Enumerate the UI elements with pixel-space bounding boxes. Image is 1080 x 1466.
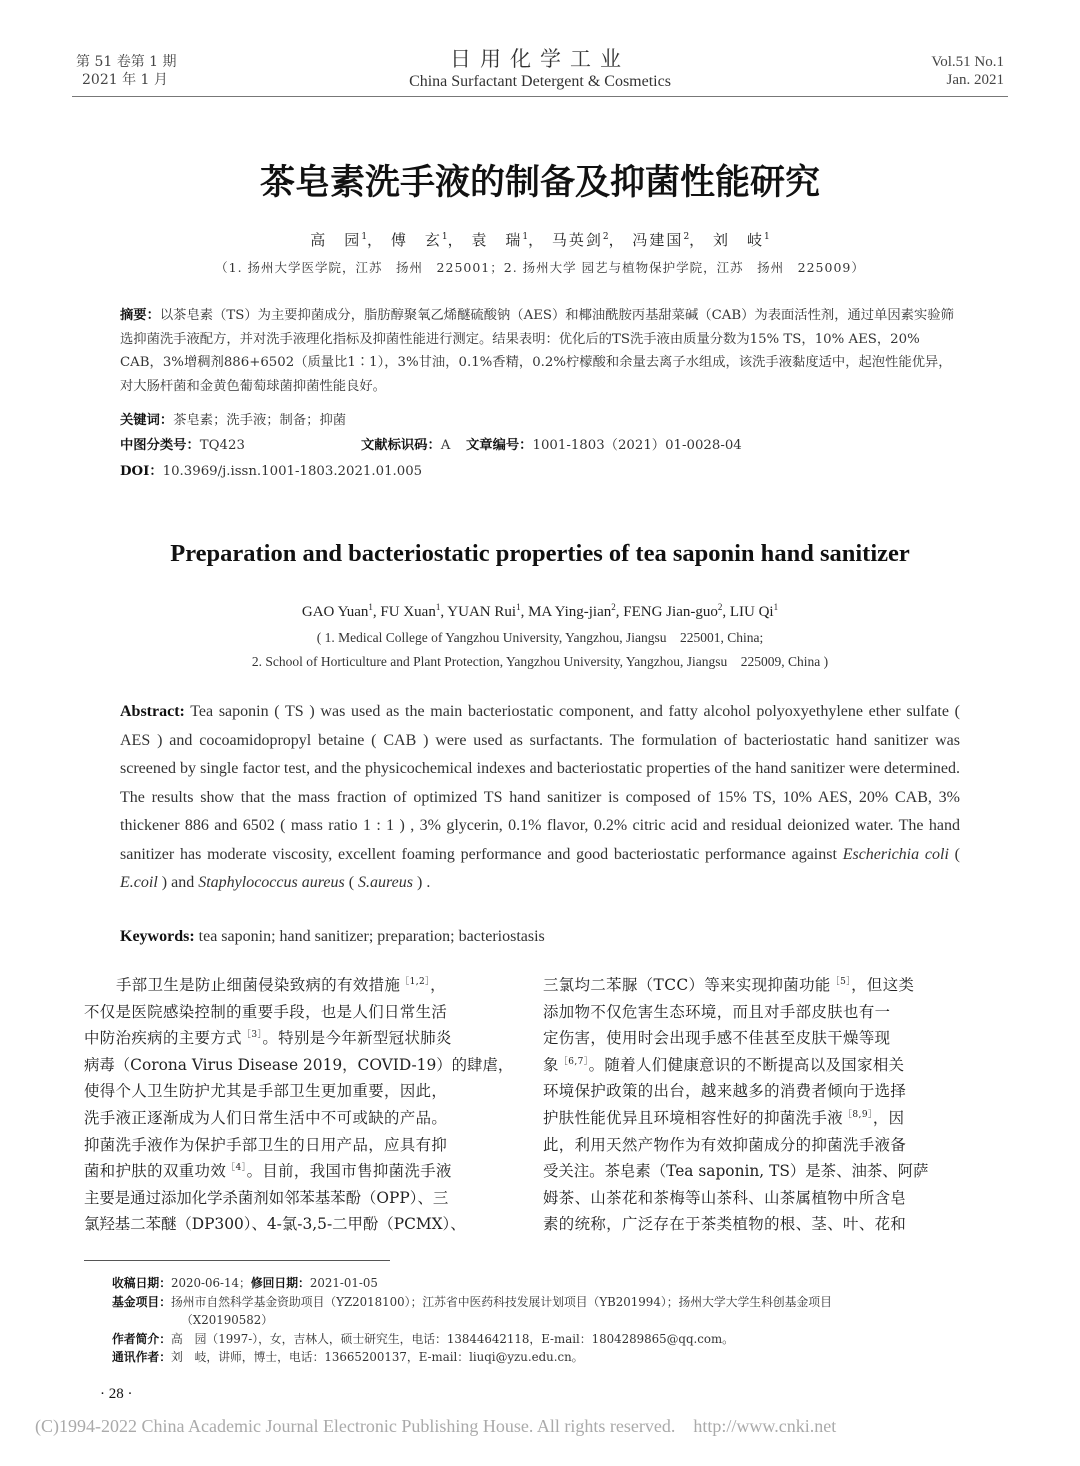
body-column-right bbox=[543, 972, 999, 1238]
author-en: MA Ying-jian$^2$ bbox=[528, 602, 616, 620]
header-journal-title bbox=[300, 46, 780, 92]
body-line: 添加物不仅危害生态环境，而且对手部皮肤也有一 bbox=[543, 1002, 891, 1021]
author-cn: 高 园$^1$ bbox=[310, 231, 368, 249]
body-line: 不仅是医院感染控制的重要手段，也是人们日常生活 bbox=[84, 1002, 448, 1021]
body-line: 氯羟基二苯醚（DP300）、4-氯-3,5-二甲酚（PCMX）、 bbox=[84, 1215, 466, 1234]
author-en: LIU Qi$^1$ bbox=[729, 602, 779, 620]
body-line: 环境保护政策的出台，越来越多的消费者倾向于选择 bbox=[543, 1082, 907, 1101]
header-date-cn: 2021 年 1 月 bbox=[82, 72, 168, 88]
body-line: 姆茶、山茶花和茶梅等山茶科、山茶属植物中所含皂 bbox=[543, 1188, 907, 1207]
footnote-corresponding-author: 通讯作者：刘 岐，讲师，博士，电话：13665200137，E-mail：liuqi@yzu.edu.cn。 bbox=[112, 1350, 584, 1364]
footnotes bbox=[112, 1274, 1012, 1367]
doi-link[interactable]: 10.3969/j.issn.1001-1803.2021.01.005 bbox=[162, 464, 423, 479]
author-cn: 刘 岐$^1$ bbox=[712, 231, 770, 249]
header-volume-cn: 第 51 卷第 1 期 bbox=[76, 54, 177, 70]
author-en: FU Xuan$^1$ bbox=[380, 602, 441, 620]
abstract-en-label: Abstract: bbox=[120, 703, 185, 720]
affiliation-en: ( 1. Medical College of Yangzhou University, Yangzhou, Jiangsu 225001, China; 2. School of Horticulture and Plant Protection, Yangzhou University, Yangzhou, Jiangsu 225009, China ) bbox=[251, 630, 829, 669]
author-cn: 冯建国$^2$ bbox=[632, 231, 690, 249]
author-cn: 傅 玄$^1$ bbox=[390, 231, 448, 249]
body-line: 主要是通过添加化学杀菌剂如邻苯基苯酚（OPP）、三 bbox=[84, 1188, 449, 1207]
paper-title-cn: 茶皂素洗手液的制备及抑菌性能研究 bbox=[259, 162, 820, 203]
footnote-dates: 收稿日期：2020-06-14；修回日期：2021-01-05 bbox=[112, 1276, 378, 1290]
keywords-cn: 关键词：茶皂素；洗手液；制备；抑菌 bbox=[120, 413, 347, 428]
doi-line: DOI：10.3969/j.issn.1001-1803.2021.01.005 bbox=[120, 464, 423, 479]
body-line: 三氯均二苯脲（TCC）等来实现抑菌功能$^{[5]}$，但这类 bbox=[543, 976, 915, 994]
body-line: 手部卫生是防止细菌侵染致病的有效措施$^{[1,2]}$， bbox=[116, 976, 446, 994]
document-code: 文献标识码：A bbox=[361, 438, 451, 453]
body-line: 病毒（Corona Virus Disease 2019，COVID-19）的肆虐， bbox=[84, 1055, 514, 1074]
classification-line bbox=[120, 436, 742, 456]
paper-title-en: Preparation and bacteriostatic properties of tea saponin hand sanitizer bbox=[170, 540, 910, 567]
abstract-cn-text: 以茶皂素（TS）为主要抑菌成分，脂肪醇聚氧乙烯醚硫酸钠（AES）和椰油酰胺丙基甜菜碱（CAB）为表面活性剂，通过单因素实验筛选抑菌洗手液配方，并对洗手液理化指标及抑菌性能进行测定。结果表明：优化后的TS洗手液由质量分数为15% TS，10% AES，20% CAB，3%增稠剂886+6502（质量比1∶1），3%甘油，0.1%香精，0.2%柠檬酸和余量去离子水组成，该洗手液黏度适中，起泡性能优异，对大肠杆菌和金黄色葡萄球菌抑菌性能良好。 bbox=[120, 308, 954, 394]
body-line: 菌和护肤的双重功效$^{[4]}$。目前，我国市售抑菌洗手液 bbox=[84, 1162, 452, 1181]
footnote-author-bio: 作者简介：高 园（1997-），女，吉林人，硕士研究生，电话：13844642118，E-mail：1804289865@qq.com。 bbox=[112, 1331, 734, 1346]
author-en: FENG Jian-guo$^2$ bbox=[623, 602, 723, 620]
journal-name-cn: 日用化学工业 bbox=[450, 47, 630, 71]
author-en: YUAN Rui$^1$ bbox=[447, 602, 521, 620]
article-number: 文章编号：1001-1803（2021）01-0028-04 bbox=[466, 438, 742, 453]
body-line: 抑菌洗手液作为保护手部卫生的日用产品，应具有抑 bbox=[84, 1135, 448, 1154]
body-line: 中防治疾病的主要方式$^{[3]}$。特别是今年新型冠状肺炎 bbox=[84, 1029, 452, 1048]
footnote-funding-cont: （X20190582） bbox=[181, 1313, 274, 1327]
page-number: · 28 · bbox=[100, 1386, 133, 1402]
author-en: GAO Yuan$^1$ bbox=[301, 602, 373, 620]
author-list-en: GAO Yuan$^1$, FU Xuan$^1$, YUAN Rui$^1$, MA Ying-jian$^2$, FENG Jian-guo$^2$, LIU Qi$^1$ bbox=[301, 602, 779, 620]
body-line: 受关注。茶皂素（Tea saponin, TS）是茶、油茶、阿萨 bbox=[543, 1162, 929, 1181]
body-line: 象$^{[6,7]}$。随着人们健康意识的不断提高以及国家相关 bbox=[543, 1055, 905, 1074]
body-line: 素的统称，广泛存在于茶类植物的根、茎、叶、花和 bbox=[543, 1215, 907, 1234]
body-line: 使得个人卫生防护尤其是手部卫生更加重要，因此， bbox=[84, 1082, 448, 1101]
abstract-cn-label: 摘要： bbox=[120, 308, 160, 323]
body-line: 洗手液正逐渐成为人们日常生活中不可或缺的产品。 bbox=[84, 1108, 448, 1127]
author-cn: 马英剑$^2$ bbox=[551, 231, 609, 249]
abstract-cn bbox=[120, 304, 962, 398]
clc-code: 中图分类号：TQ423 bbox=[120, 438, 245, 453]
header-volume-en: Vol.51 No.1 bbox=[931, 54, 1004, 70]
footnote-funding: 基金项目：扬州市自然科学基金资助项目（YZ2018100）；江苏省中医药科技发展计划项目（YB201994）；扬州大学大学生科创基金项目 bbox=[112, 1294, 832, 1309]
body-line: 护肤性能优异且环境相容性好的抑菌洗手液$^{[8,9]}$，因 bbox=[543, 1108, 905, 1127]
header-issue-info-en bbox=[931, 53, 1004, 89]
author-list-cn: 高 园$^1$， 傅 玄$^1$， 袁 瑞$^1$， 马英剑$^2$， 冯建国$^2$， 刘 岐$^1$ bbox=[310, 231, 770, 249]
author-cn: 袁 瑞$^1$ bbox=[471, 231, 529, 249]
affiliation-cn: （1. 扬州大学医学院，江苏 扬州 225001；2. 扬州大学 园艺与植物保护学院，江苏 扬州 225009） bbox=[215, 260, 865, 275]
header-divider bbox=[72, 96, 1008, 97]
keywords-en: Keywords: tea saponin; hand sanitizer; preparation; bacteriostasis bbox=[120, 928, 545, 945]
header-issue-info bbox=[76, 53, 177, 89]
copyright-notice: (C)1994-2022 China Academic Journal Electronic Publishing House. All rights reserved. http://www.cnki.net bbox=[35, 1416, 837, 1436]
header-date-en: Jan. 2021 bbox=[946, 72, 1004, 88]
body-line: 定伤害，使用时会出现手感不佳甚至皮肤干燥等现 bbox=[543, 1029, 891, 1048]
abstract-en: Abstract: Tea saponin ( TS ) was used as the main bacteriostatic component, and fatty alcohol polyoxyethylene ether sulfate ( AES ) and cocoamidopropyl betaine ( CAB ) were used as surfactants. The formulation of bacteriostatic hand sanitizer was screened by single factor test, and the physicochemical indexes and bacteriostatic properties of the hand sanitizer were determined. The results show that the mass fraction of optimized TS hand sanitizer is composed of 15% TS, 10% AES, 20% CAB, 3% thickener 886 and 6502 ( mass ratio 1 : 1 ) , 3% glycerin, 0.1% flavor, 0.2% citric acid and residual deionized water. The hand sanitizer has moderate viscosity, excellent foaming performance and good bacteriostatic performance against Escherichia coli ( E.coil ) and Staphylococcus aureus ( S.aureus ) . bbox=[120, 703, 961, 891]
journal-name-en: China Surfactant Detergent & Cosmetics bbox=[409, 73, 671, 90]
body-line: 此，利用天然产物作为有效抑菌成分的抑菌洗手液备 bbox=[543, 1135, 907, 1154]
footnote-divider bbox=[84, 1260, 390, 1261]
body-column-left bbox=[84, 972, 520, 1238]
